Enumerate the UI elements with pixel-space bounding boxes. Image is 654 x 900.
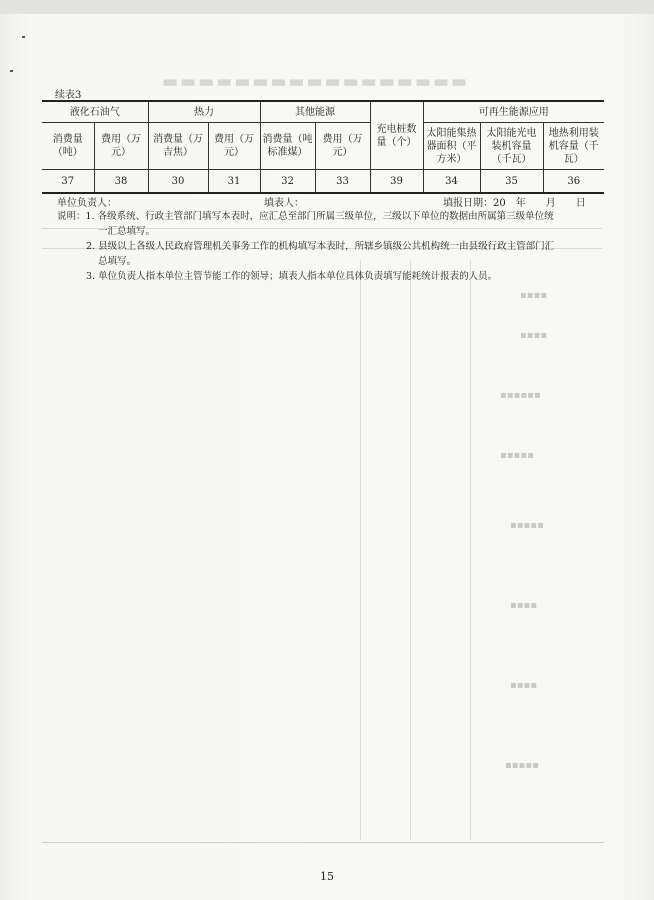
note-2-continuation: 总填写。 xyxy=(98,256,137,267)
subheader-lpg-cost: 费用（万元） xyxy=(94,123,148,170)
header-charging-piles: 充电桩数量（个） xyxy=(370,101,423,170)
column-number: 36 xyxy=(543,170,604,194)
notes-section xyxy=(57,209,597,284)
note-1-continuation: 一汇总填写。 xyxy=(98,226,156,237)
bleed-through-rule xyxy=(410,260,411,840)
column-number: 31 xyxy=(208,170,260,194)
group-header-other-energy: 其他能源 xyxy=(260,101,370,123)
note-item-1 xyxy=(57,209,597,224)
column-number: 30 xyxy=(148,170,208,194)
subheader-solar-pv-capacity: 太阳能光电装机容量（千瓦） xyxy=(480,123,543,170)
note-item-3: 3. 单位负责人指本单位主管节能工作的领导；填表人指本单位具体负责填写能耗统计报表的人员。 xyxy=(86,271,498,282)
scan-speck xyxy=(22,36,25,38)
bleed-through-title: ▬▬▬▬▬▬▬▬▬▬▬▬▬▬▬▬▬ xyxy=(160,72,468,92)
subheader-lpg-consumption: 消费量（吨） xyxy=(42,123,94,170)
report-date-label: 填报日期：20 年 月 日 xyxy=(443,198,586,209)
bleed-through-rule xyxy=(360,260,361,840)
column-number: 34 xyxy=(423,170,480,194)
column-number: 35 xyxy=(480,170,543,194)
subheader-solar-thermal-area: 太阳能集热器面积（平方米） xyxy=(423,123,480,170)
column-number: 37 xyxy=(42,170,94,194)
notes-lead: 说明： xyxy=(57,211,86,222)
column-number: 32 xyxy=(260,170,315,194)
group-header-renewable: 可再生能源应用 xyxy=(423,101,604,123)
note-1-text: 1. 各级系统、行政主管部门填写本表时，应汇总至部门所属三级单位，三级以下单位的数据由所属第三级单位统 xyxy=(85,211,554,222)
bleed-through-text: ▪▪▪▪ xyxy=(510,680,538,691)
bleed-through-text: ▪▪▪▪▪ xyxy=(510,520,544,531)
bleed-through-text: ▪▪▪▪▪▪ xyxy=(500,390,541,401)
unit-head-label: 单位负责人： xyxy=(57,198,117,209)
scan-top-band xyxy=(0,0,654,14)
bleed-through-text: ▪▪▪▪ xyxy=(520,330,548,341)
subheader-other-consumption: 消费量（吨标准煤） xyxy=(260,123,315,170)
column-number: 33 xyxy=(315,170,370,194)
page-number: 15 xyxy=(320,870,334,883)
note-item-2: 2. 县级以上各级人民政府管理机关事务工作的机构填写本表时，所辖乡镇级公共机构统一由县级行政主管部门汇 xyxy=(86,241,555,252)
bleed-through-rule xyxy=(470,260,471,840)
column-number: 38 xyxy=(94,170,148,194)
group-header-lpg: 液化石油气 xyxy=(42,101,148,123)
filler-label: 填表人： xyxy=(264,198,304,209)
subheader-heat-consumption: 消费量（万吉焦） xyxy=(148,123,208,170)
subheader-heat-cost: 费用（万元） xyxy=(208,123,260,170)
group-header-heat: 热力 xyxy=(148,101,260,123)
column-number: 39 xyxy=(370,170,423,194)
bleed-through-text: ▪▪▪▪ xyxy=(520,290,548,301)
energy-consumption-table xyxy=(42,100,604,194)
bleed-through-text: ▪▪▪▪▪ xyxy=(500,450,534,461)
scan-speck xyxy=(10,70,13,72)
bleed-through-text: ▪▪▪▪ xyxy=(510,600,538,611)
bleed-through-text: ▪▪▪▪▪ xyxy=(505,760,539,771)
subheader-other-cost: 费用（万元） xyxy=(315,123,370,170)
bottom-rule xyxy=(42,842,604,843)
subheader-geothermal-capacity: 地热利用装机容量（千瓦） xyxy=(543,123,604,170)
continued-table-label: 续表3 xyxy=(55,90,82,101)
